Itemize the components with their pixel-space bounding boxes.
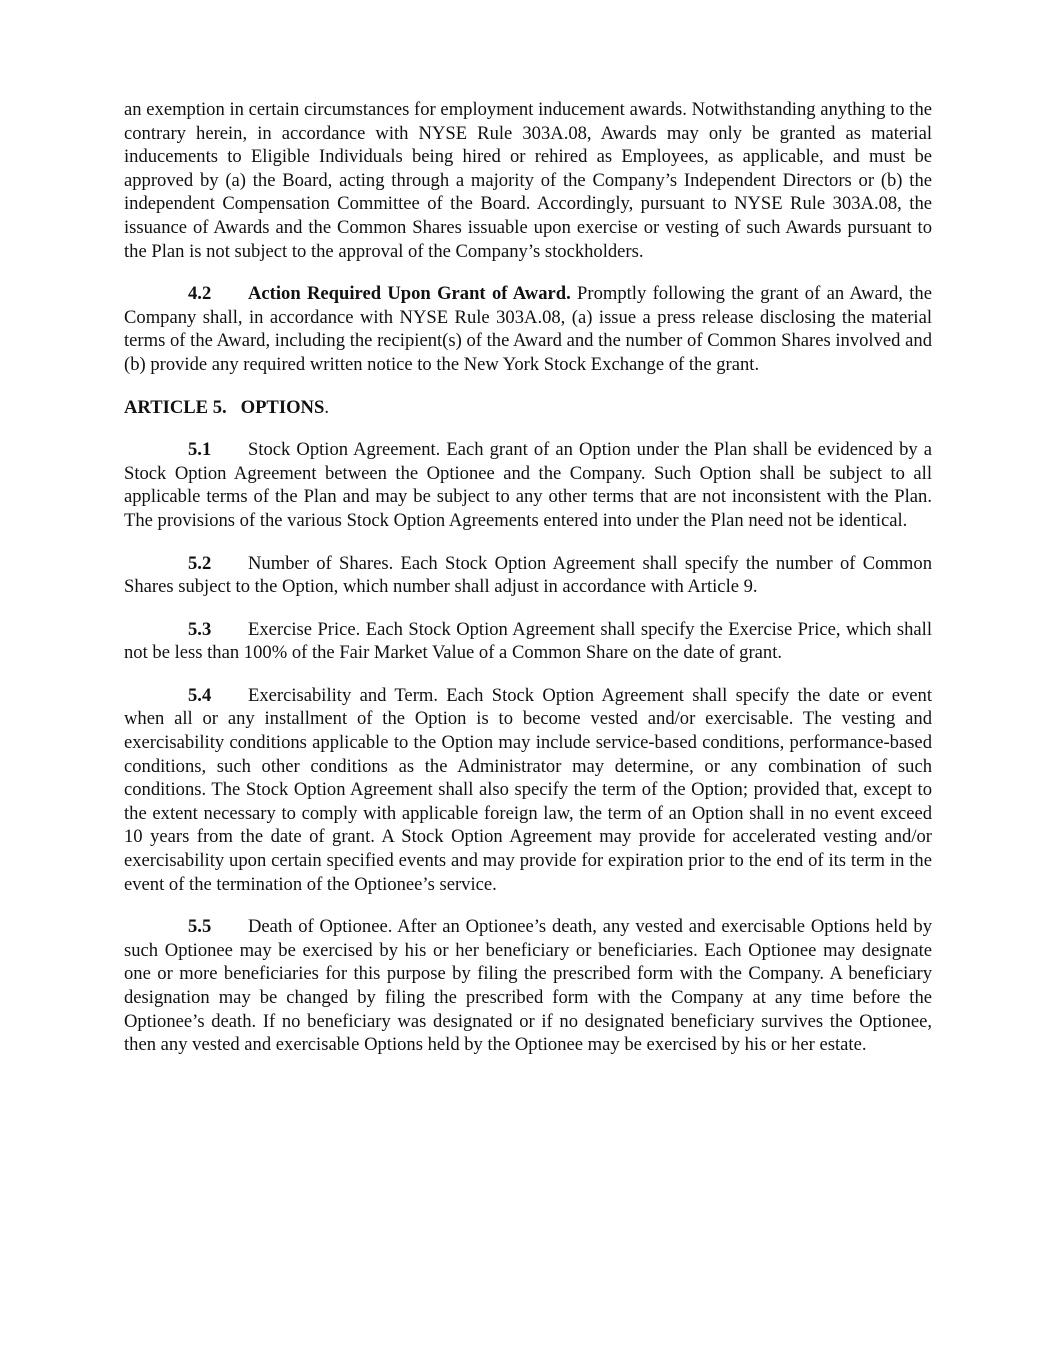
section-body: Stock Option Agreement. Each grant of an Option under the Plan shall be evidenced by a Stock Option Agreement between the Optionee and the Company. Such Option shall be subject to all applicable terms of the Plan and may be subject to any other terms that are not inconsistent with the Plan. The provisions of the various Stock Option Agreements entered into under the Plan need not be identical. xyxy=(124,439,932,531)
section-number: 5.3 xyxy=(188,618,212,640)
article-heading-period: . xyxy=(324,396,329,418)
section-number: 5.4 xyxy=(188,684,212,706)
section-title: Action Required Upon Grant of Award. xyxy=(248,283,571,305)
section-body: Exercisability and Term. Each Stock Option Agreement shall specify the date or event when all or any installment of the Option is to become vested and/or exercisable. The vesting and exercisability conditions applicable to the Option may include service-based conditions, performance-based conditions, such other conditions as the Administrator may determine, or any combination of such conditions. The Stock Option Agreement shall also specify the term of the Option; provided that, except to the extent necessary to comply with applicable foreign law, the term of an Option shall in no event exceed 10 years from the date of grant. A Stock Option Agreement may provide for accelerated vesting and/or exercisability upon certain specified events and may provide for expiration prior to the end of its term in the event of the termination of the Optionee’s service. xyxy=(124,684,932,895)
section-number: 4.2 xyxy=(188,283,212,305)
article-heading-text: ARTICLE 5. OPTIONS xyxy=(124,396,325,418)
section-number: 5.5 xyxy=(188,916,212,938)
section-5-1 xyxy=(124,438,932,532)
section-number: 5.2 xyxy=(188,552,212,574)
document-page xyxy=(124,98,932,1076)
section-number: 5.1 xyxy=(188,439,212,461)
section-body: Number of Shares. Each Stock Option Agreement shall specify the number of Common Shares subject to the Option, which number shall adjust in accordance with Article 9. xyxy=(124,552,932,598)
section-body: Exercise Price. Each Stock Option Agreement shall specify the Exercise Price, which shall not be less than 100% of the Fair Market Value of a Common Share on the date of grant. xyxy=(124,618,932,664)
section-body: Death of Optionee. After an Optionee’s death, any vested and exercisable Options held by such Optionee may be exercised by his or her beneficiary or beneficiaries. Each Optionee may designate one or more beneficiaries for this purpose by filing the prescribed form with the Company. A beneficiary designation may be changed by filing the prescribed form with the Company at any time before the Optionee’s death. If no beneficiary was designated or if no designated beneficiary survives the Optionee, then any vested and exercisable Options held by the Optionee may be exercised by his or her estate. xyxy=(124,916,932,1056)
section-5-2 xyxy=(124,552,932,599)
section-5-5 xyxy=(124,915,932,1057)
section-body: Promptly following the grant of an Award, the Company shall, in accordance with NYSE Rule 303A.08, (a) issue a press release disclosing the material terms of the Award, including the recipient(s) of the Award and the number of Common Shares involved and (b) provide any required written notice to the New York Stock Exchange of the grant. xyxy=(124,283,932,375)
section-4-2 xyxy=(124,282,932,376)
intro-paragraph: an exemption in certain circumstances for employment inducement awards. Notwithstanding anything to the contrary herein, in accordance with NYSE Rule 303A.08, Awards may only be granted as material inducements to Eligible Individuals being hired or rehired as Employees, as applicable, and must be approved by (a) the Board, acting through a majority of the Company’s Independent Directors or (b) the independent Compensation Committee of the Board. Accordingly, pursuant to NYSE Rule 303A.08, the issuance of Awards and the Common Shares issuable upon exercise or vesting of such Awards pursuant to the Plan is not subject to the approval of the Company’s stockholders. xyxy=(124,99,932,262)
section-5-3 xyxy=(124,618,932,665)
article-5-heading xyxy=(124,396,932,420)
section-5-4 xyxy=(124,684,932,896)
